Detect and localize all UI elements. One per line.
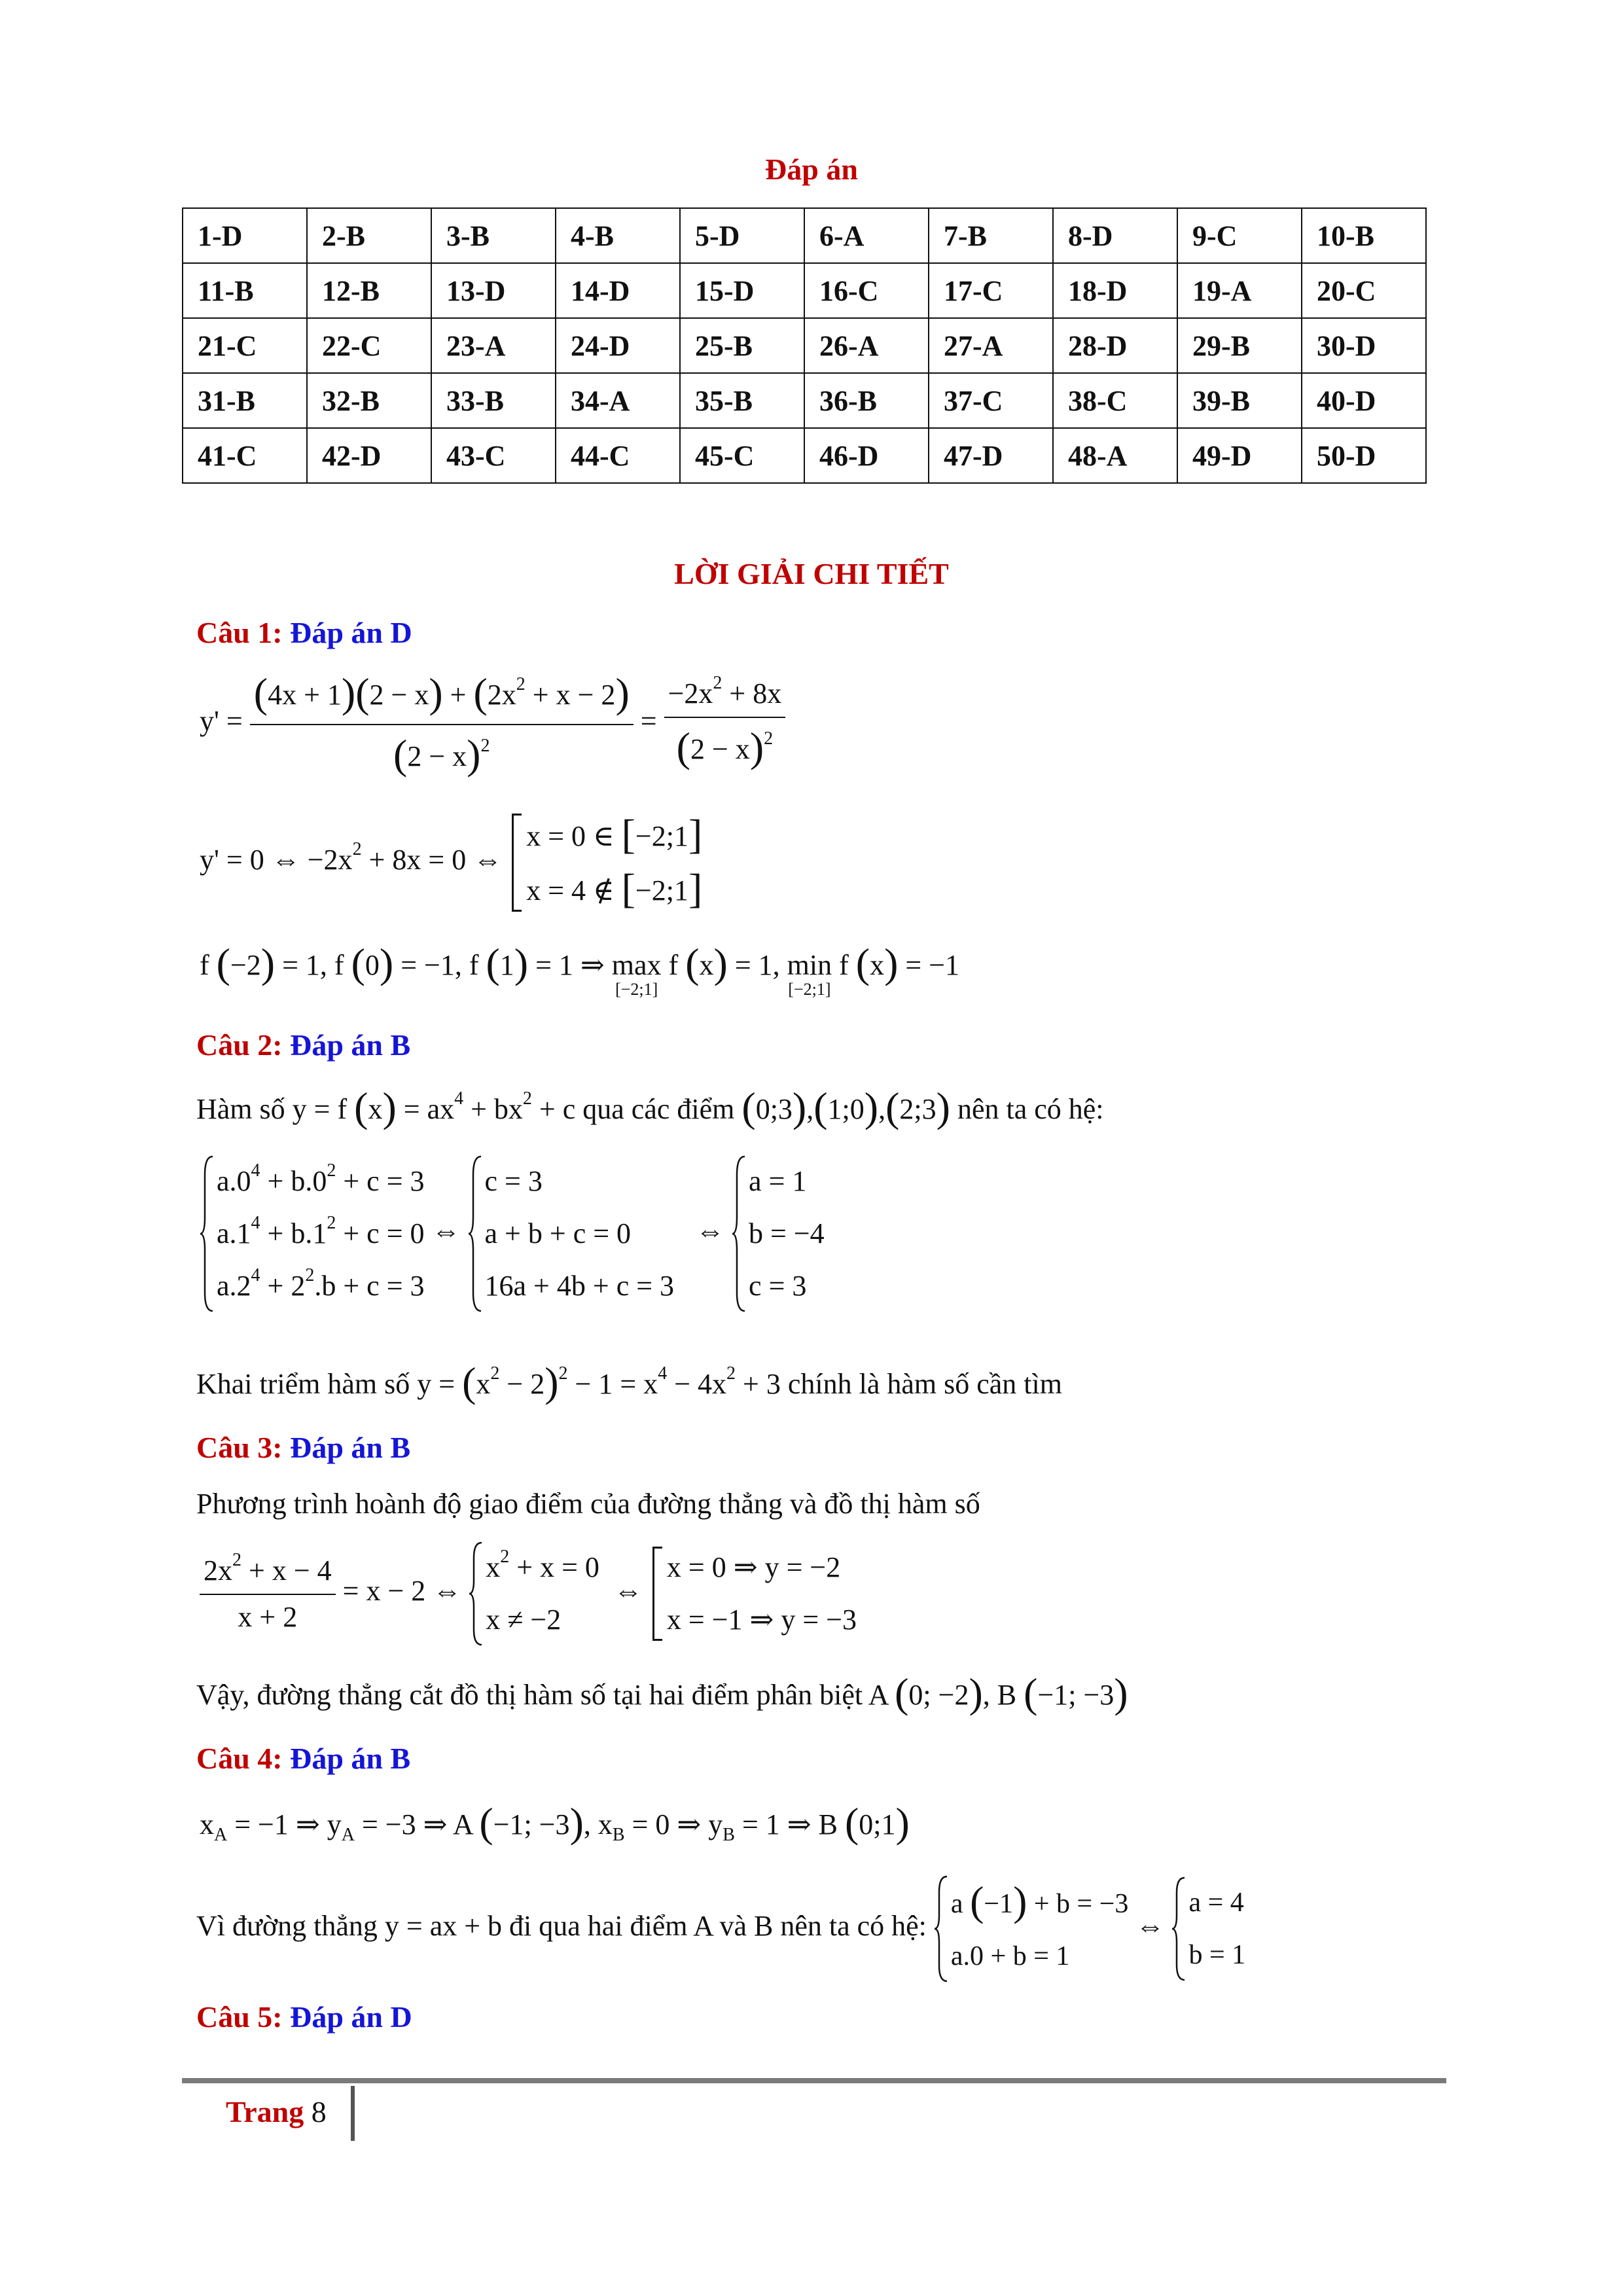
answer-cell: 27-A (929, 318, 1053, 373)
answer-cell: 24-D (556, 318, 680, 373)
answer-cell: 26-A (804, 318, 929, 373)
answer-cell: 41-C (183, 428, 307, 483)
answer-cell: 14-D (556, 263, 680, 318)
answer-cell: 47-D (929, 428, 1053, 483)
answer-cell: 3-B (431, 208, 556, 263)
answer-cell: 50-D (1302, 428, 1426, 483)
answer-cell: 13-D (431, 263, 556, 318)
answer-cell: 43-C (431, 428, 556, 483)
question-answer: Đáp án B (290, 1028, 411, 1062)
answer-cell: 32-B (307, 373, 431, 428)
answer-cell: 7-B (929, 208, 1053, 263)
answer-cell: 15-D (680, 263, 804, 318)
question-5-heading (196, 2000, 412, 2034)
question-4-heading (196, 1741, 410, 1776)
question-2-heading (196, 1028, 410, 1062)
answer-cell: 39-B (1177, 373, 1302, 428)
answer-cell: 29-B (1177, 318, 1302, 373)
answer-cell: 45-C (680, 428, 804, 483)
answer-cell: 17-C (929, 263, 1053, 318)
answer-cell: 12-B (307, 263, 431, 318)
question-1-heading (196, 615, 412, 650)
answer-cell: 36-B (804, 373, 929, 428)
answer-cell: 18-D (1053, 263, 1177, 318)
answer-cell: 10-B (1302, 208, 1426, 263)
answer-cell: 42-D (307, 428, 431, 483)
answer-row (183, 373, 1426, 428)
answer-cell: 20-C (1302, 263, 1426, 318)
question-answer: Đáp án D (290, 616, 412, 649)
question-label: Câu 2: (196, 1028, 283, 1062)
q4-system-line: Vì đường thẳng y = ax + b đi qua hai điểm A và B nên ta có hệ: a (−1) + b = −3 a.0 + b = 1 ⇔ a = 4 b = 1 (196, 1875, 1245, 1982)
q3-equation: $\frac{2x^2 + x - 4}{x + 2}$ = x − 2 ⇔ $x^2 + x = 0$ x ≠ −2 ⇔ x = 0 ⇒ y = −2 x = −1 ⇒ y = −3 (200, 1541, 857, 1646)
q2-intro: Hàm số y = f $(x) = ax^4 + bx^2 + c$ qua các điểm (0;3),(1;0),(2;3) nên ta có hệ: (196, 1084, 1104, 1130)
answer-cell: 44-C (556, 428, 680, 483)
answer-row (183, 318, 1426, 373)
answer-cell: 23-A (431, 318, 556, 373)
page-number: Trang 8 (226, 2095, 327, 2128)
answer-cell: 2-B (307, 208, 431, 263)
answer-cell: 37-C (929, 373, 1053, 428)
question-3-heading (196, 1430, 410, 1465)
answer-cell: 30-D (1302, 318, 1426, 373)
answer-cell: 48-A (1053, 428, 1177, 483)
question-label: Câu 4: (196, 1742, 283, 1775)
answer-cell: 28-D (1053, 318, 1177, 373)
q2-expansion: Khai triểm hàm số $y = (x^2 - 2)^2 - 1 = x^4 - 4x^2 + 3$ chính là hàm số cần tìm (196, 1359, 1062, 1405)
answer-cell: 9-C (1177, 208, 1302, 263)
q3-conclusion: Vậy, đường thẳng cắt đồ thị hàm số tại hai điểm phân biệt A (0; −2), B (−1; −3) (196, 1670, 1128, 1716)
q2-system: $a.0^4 + b.0^2 + c = 3$ $a.1^4 + b.1^2 + c = 0$ $a.2^4 + 2^2.b + c = 3$ ⇔ c = 3 a + b + c = 0 16a + 4b + c = 3 ⇔ a = 1 b = −4 c = 3 (200, 1155, 825, 1312)
question-label: Câu 1: (196, 616, 283, 649)
answer-cell: 1-D (183, 208, 307, 263)
answer-row (183, 263, 1426, 318)
question-answer: Đáp án B (290, 1431, 411, 1464)
answer-cell: 31-B (183, 373, 307, 428)
q1-critical-points: y' = 0 ⇔ $-2x^2 + 8x = 0$ ⇔ x = 0 ∈ [−2;1] x = 4 ∉ [−2;1] (200, 811, 703, 912)
answer-cell: 34-A (556, 373, 680, 428)
q1-values: f (−2) = 1, f (0) = −1, f (1) = 1 ⇒ max [−2;1] f (x) = 1, min [−2;1] f (x) = −1 (200, 940, 960, 999)
answer-cell: 11-B (183, 263, 307, 318)
answer-cell: 8-D (1053, 208, 1177, 263)
answer-key-table (182, 207, 1427, 484)
question-answer: Đáp án D (290, 2000, 412, 2034)
answer-cell: 21-C (183, 318, 307, 373)
answer-cell: 5-D (680, 208, 804, 263)
answer-row (183, 208, 1426, 263)
answer-cell: 33-B (431, 373, 556, 428)
footer-rule (182, 2078, 1446, 2083)
footer-divider (351, 2086, 355, 2141)
question-answer: Đáp án B (290, 1742, 411, 1775)
section-title: LỜI GIẢI CHI TIẾT (674, 557, 949, 590)
answer-cell: 16-C (804, 263, 929, 318)
answer-cell: 35-B (680, 373, 804, 428)
answer-cell: 22-C (307, 318, 431, 373)
answer-cell: 40-D (1302, 373, 1426, 428)
answer-row (183, 428, 1426, 483)
answer-cell: 25-B (680, 318, 804, 373)
answer-key-heading: Đáp án (765, 152, 858, 186)
question-label: Câu 5: (196, 2000, 283, 2034)
question-label: Câu 3: (196, 1431, 283, 1464)
answer-cell: 4-B (556, 208, 680, 263)
answer-cell: 19-A (1177, 263, 1302, 318)
answer-cell: 49-D (1177, 428, 1302, 483)
answer-cell: 46-D (804, 428, 929, 483)
q4-points: $x_A = -1$ ⇒ $y_A = -3$ ⇒ A (−1; −3), $x_B = 0$ ⇒ $y_B = 1$ ⇒ B (0;1) (200, 1799, 910, 1846)
answer-cell: 38-C (1053, 373, 1177, 428)
answer-cell: 6-A (804, 208, 929, 263)
q3-intro: Phương trình hoành độ giao điểm của đường thẳng và đồ thị hàm số (196, 1488, 980, 1520)
q1-derivative: y' = $\frac{(4x + 1)(2 - x) + (2x^2 + x - 2)}{(2 - x)^2}$ = $\frac{-2x^2 + 8x}{(2 - x)^2}$ (200, 669, 785, 779)
